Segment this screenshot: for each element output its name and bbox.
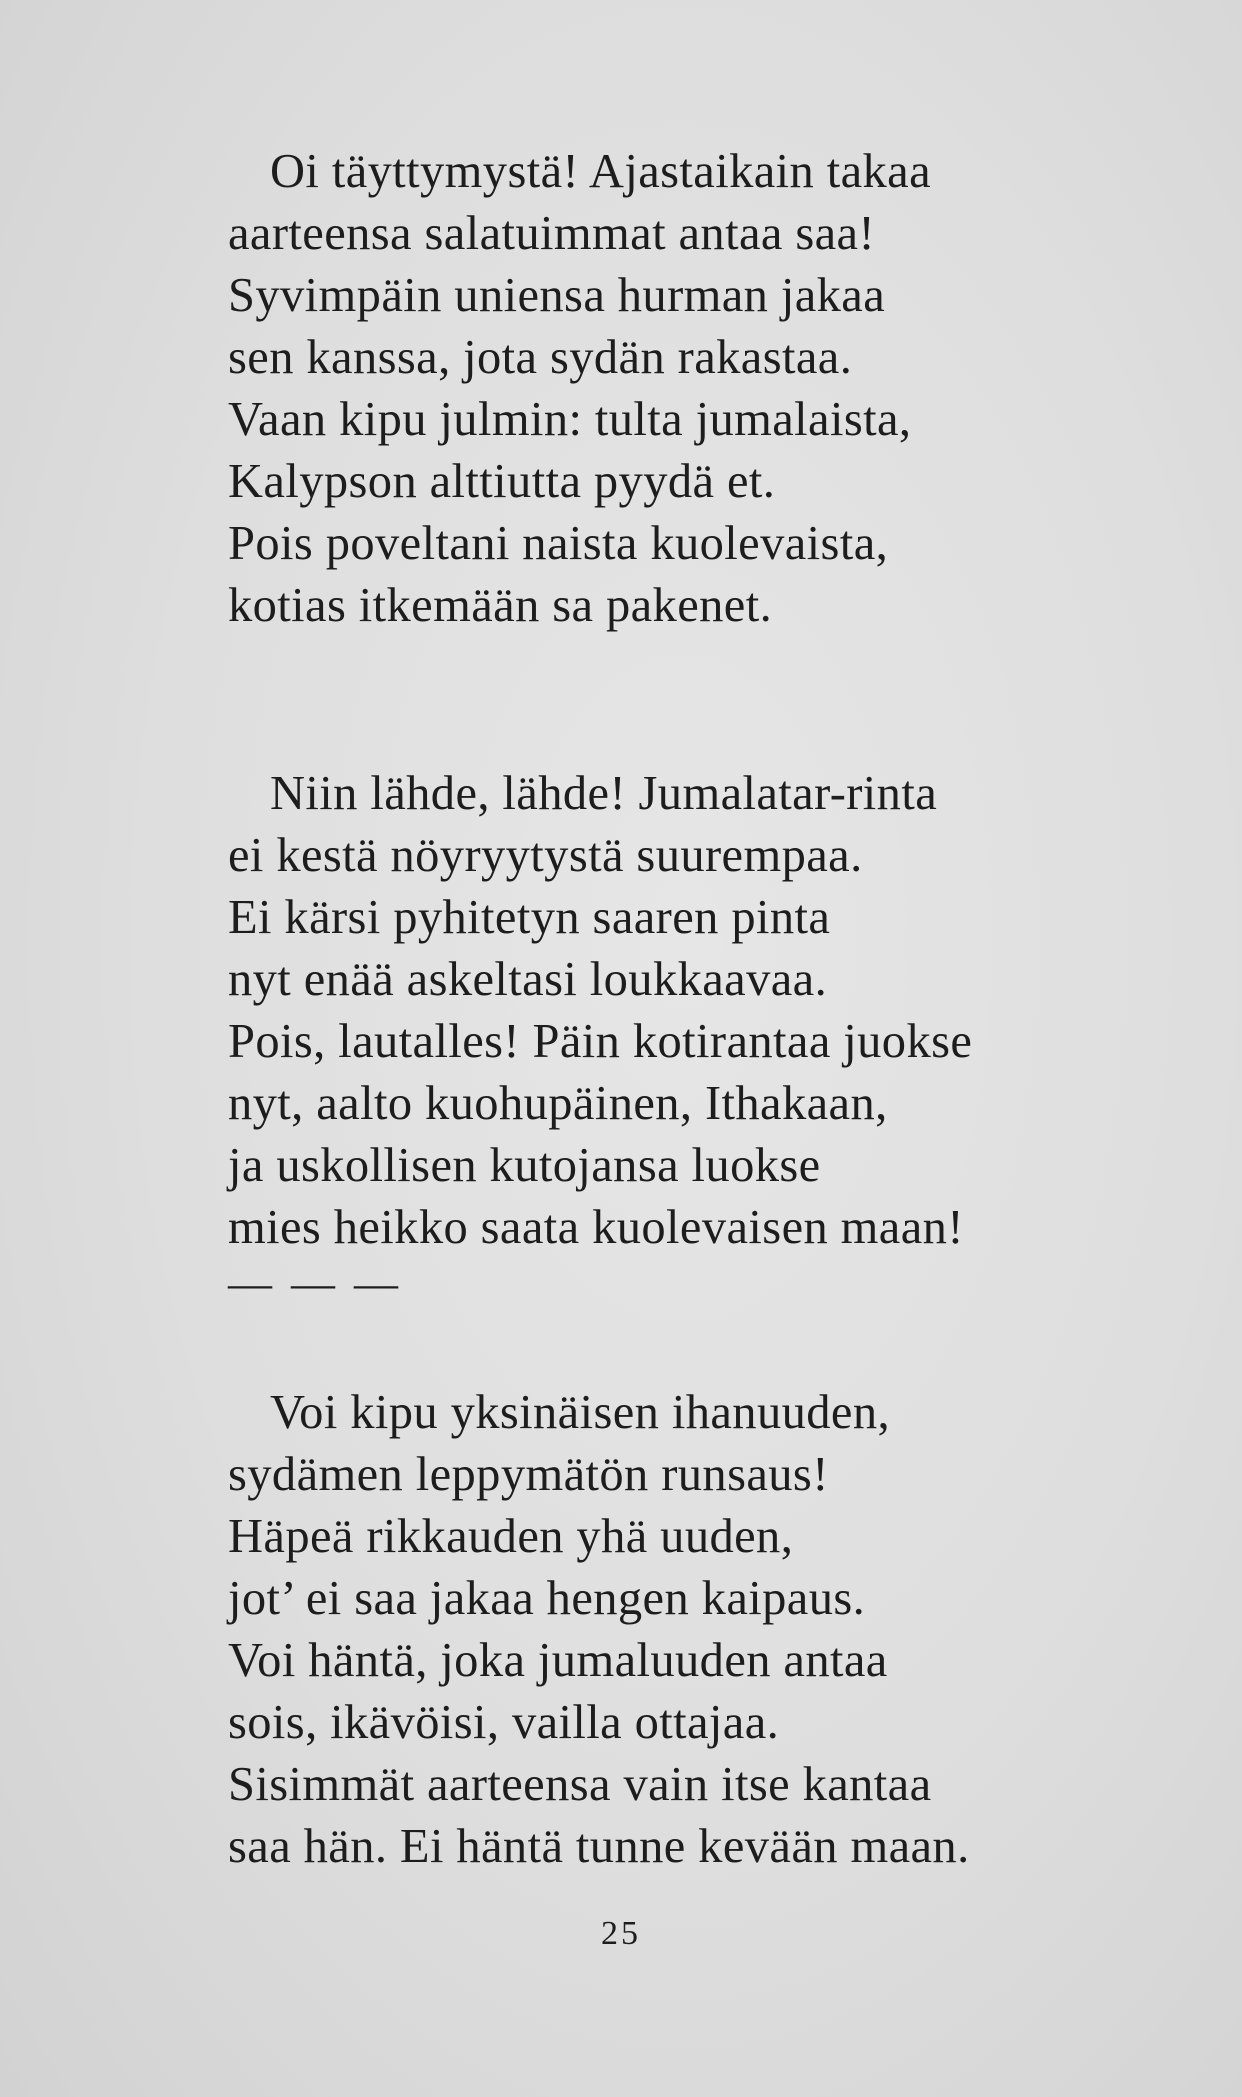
poem-line: Pois, lautalles! Päin kotirantaa juokse — [228, 1015, 973, 1068]
poem-line: Syvimpäin uniensa hurman jakaa — [228, 269, 886, 322]
poem-line: Pois poveltani naista kuolevaista, — [228, 517, 889, 570]
poem-line: ei kestä nöyryytystä suurempaa. — [228, 829, 863, 882]
stanza-1 — [228, 141, 931, 637]
poem-line: Voi kipu yksinäisen ihanuuden, — [270, 1386, 891, 1439]
poem-line: Niin lähde, lähde! Jumalatar-rinta — [270, 767, 938, 820]
poem-line: sen kanssa, jota sydän rakastaa. — [228, 331, 853, 384]
poem-line: nyt enää askeltasi loukkaavaa. — [228, 953, 828, 1006]
stanza-2 — [228, 763, 972, 1259]
poem-line: kotias itkemään sa pakenet. — [228, 579, 773, 632]
poem-line: ja uskollisen kutojansa luokse — [228, 1139, 821, 1192]
poem-line: mies heikko saata kuolevaisen maan! — [228, 1201, 964, 1254]
poem-line: aarteensa salatuimmat antaa saa! — [228, 207, 875, 260]
poem-line: Ei kärsi pyhitetyn saaren pinta — [228, 891, 831, 944]
poem-line: Häpeä rikkauden yhä uuden, — [228, 1510, 794, 1563]
poem-line: Kalypson alttiutta pyydä et. — [228, 455, 776, 508]
poem-line: Sisimmät aarteensa vain itse kantaa — [228, 1758, 932, 1811]
poem-line: nyt, aalto kuohupäinen, Ithakaan, — [228, 1077, 888, 1130]
poem-line: saa hän. Ei häntä tunne kevään maan. — [228, 1820, 970, 1873]
section-separator: — — — — [228, 1259, 402, 1308]
poem-line: Voi häntä, joka jumaluuden antaa — [228, 1634, 888, 1687]
stanza-3 — [228, 1382, 970, 1878]
page-number: 25 — [601, 1915, 641, 1952]
poem-line: sois, ikävöisi, vailla ottajaa. — [228, 1696, 780, 1749]
poem-line: sydämen leppymätön runsaus! — [228, 1448, 829, 1501]
poem-line: Oi täyttymystä! Ajastaikain takaa — [270, 145, 932, 198]
poem-line: Vaan kipu julmin: tulta jumalaista, — [228, 393, 912, 446]
poem-line: jot’ ei saa jakaa hengen kaipaus. — [228, 1572, 866, 1625]
